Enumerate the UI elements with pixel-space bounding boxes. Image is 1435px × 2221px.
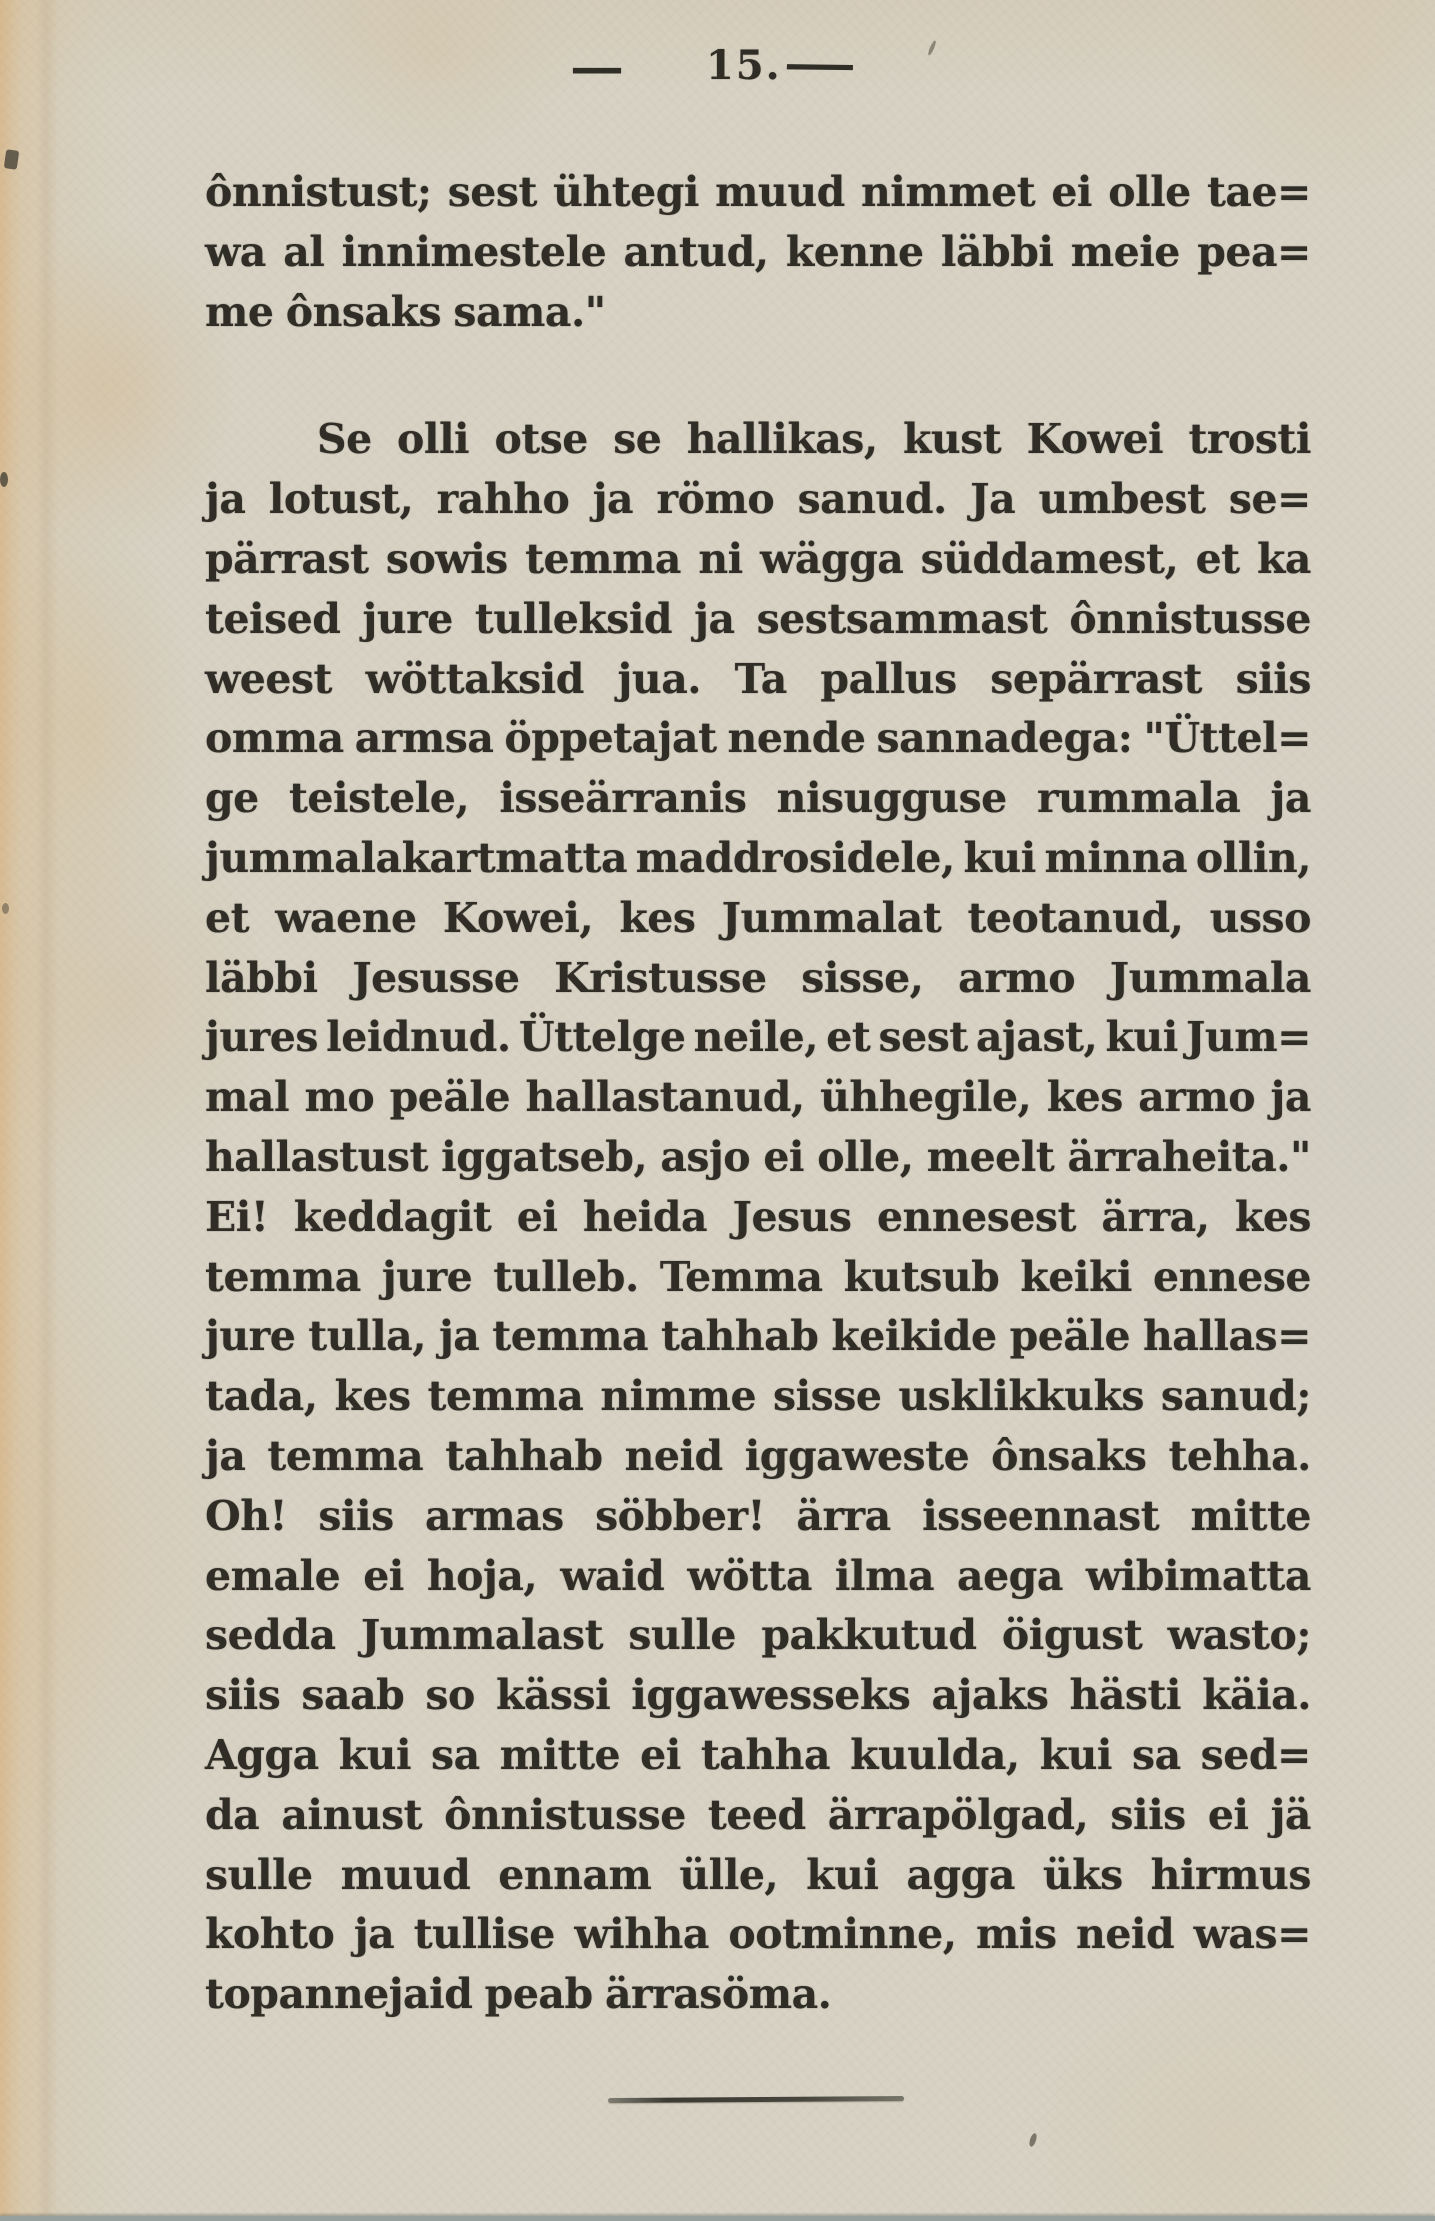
text-line: wa al innimestele antud, kenne läbbi meie pea= — [205, 227, 1311, 276]
text-line: topannejaid peab ärrasöma. — [205, 1970, 832, 2019]
text-line: me ônsaks sama." — [205, 287, 606, 336]
text-line: sedda Jummalast sulle pakkutud öigust wasto; — [205, 1611, 1311, 1660]
text-line: da ainust ônnistusse teed ärrapölgad, siis ei jä — [205, 1790, 1311, 1839]
paragraph — [205, 412, 1311, 2027]
text-line: jummalakartmatta maddrosidele, kui minna ollin, — [205, 833, 1311, 882]
text-column — [205, 165, 1311, 2027]
text-line: temma jure tulleb. Temma kutsub keiki ennese — [205, 1252, 1311, 1301]
text-line: et waene Kowei, kes Jummalat teotanud, usso — [205, 893, 1311, 942]
footer-rule — [608, 2096, 904, 2103]
ink-speck — [0, 472, 8, 487]
text-line: ônnistust; sest ühtegi muud nimmet ei olle tae= — [205, 168, 1311, 216]
text-line: tada, kes temma nimme sisse usklikkuks sanud; — [205, 1372, 1311, 1421]
text-line: omma armsa öppetajat nende sannadega: "Üttel= — [205, 714, 1311, 763]
text-line: Se olli otse se hallikas, kust Kowei trosti — [317, 415, 1311, 464]
text-line: jure tulla, ja temma tahhab keikide peäle hallas= — [205, 1312, 1311, 1361]
text-line: mal mo peäle hallastanud, ühhegile, kes armo ja — [205, 1073, 1311, 1122]
text-line: ja lotust, rahho ja römo sanud. Ja umbest se= — [205, 475, 1311, 524]
binding-crease — [36, 0, 58, 2221]
text-line: ge teistele, isseärranis nisugguse rummala ja — [205, 774, 1311, 823]
text-line: jures leidnud. Üttelge neile, et sest ajast, kui Jum= — [205, 1013, 1311, 1062]
text-line: weest wöttaksid jua. Ta pallus sepärrast siis — [205, 654, 1311, 703]
ink-speck — [927, 40, 937, 56]
text-line: teised jure tulleksid ja sestsammast ônnistusse — [205, 594, 1311, 643]
scan-bottom-edge — [0, 2216, 1435, 2221]
header-left-dash: — — [570, 39, 624, 96]
text-line: Ei! keddagit ei heida Jesus ennesest ärra, kes — [205, 1192, 1311, 1241]
text-line: sulle muud ennam ülle, kui agga üks hirmus — [205, 1850, 1311, 1899]
ink-speck — [4, 149, 20, 170]
text-line: siis saab so kässi iggawesseks ajaks hästi käia. — [205, 1671, 1311, 1720]
text-line: pärrast sowis temma ni wägga süddamest, et ka — [205, 534, 1311, 583]
text-line: hallastust iggatseb, asjo ei olle, meelt ärraheita." — [205, 1132, 1311, 1181]
text-line: Agga kui sa mitte ei tahha kuulda, kui sa sed= — [205, 1730, 1311, 1779]
text-line: emale ei hoja, waid wötta ilma aega wibimatta — [205, 1551, 1311, 1600]
ink-speck — [2, 903, 9, 914]
text-line: läbbi Jesusse Kristusse sisse, armo Jummala — [205, 953, 1311, 1002]
text-line: ja temma tahhab neid iggaweste ônsaks tehha. — [205, 1431, 1311, 1480]
page-number: 15. — [706, 42, 782, 89]
text-line: Oh! siis armas söbber! ärra isseennast mitte — [205, 1491, 1311, 1540]
ink-speck — [1028, 2132, 1038, 2147]
paragraph — [205, 165, 1311, 344]
text-line: kohto ja tullise wihha ootminne, mis neid was= — [205, 1910, 1311, 1959]
header-right-dash: — — [782, 37, 858, 91]
